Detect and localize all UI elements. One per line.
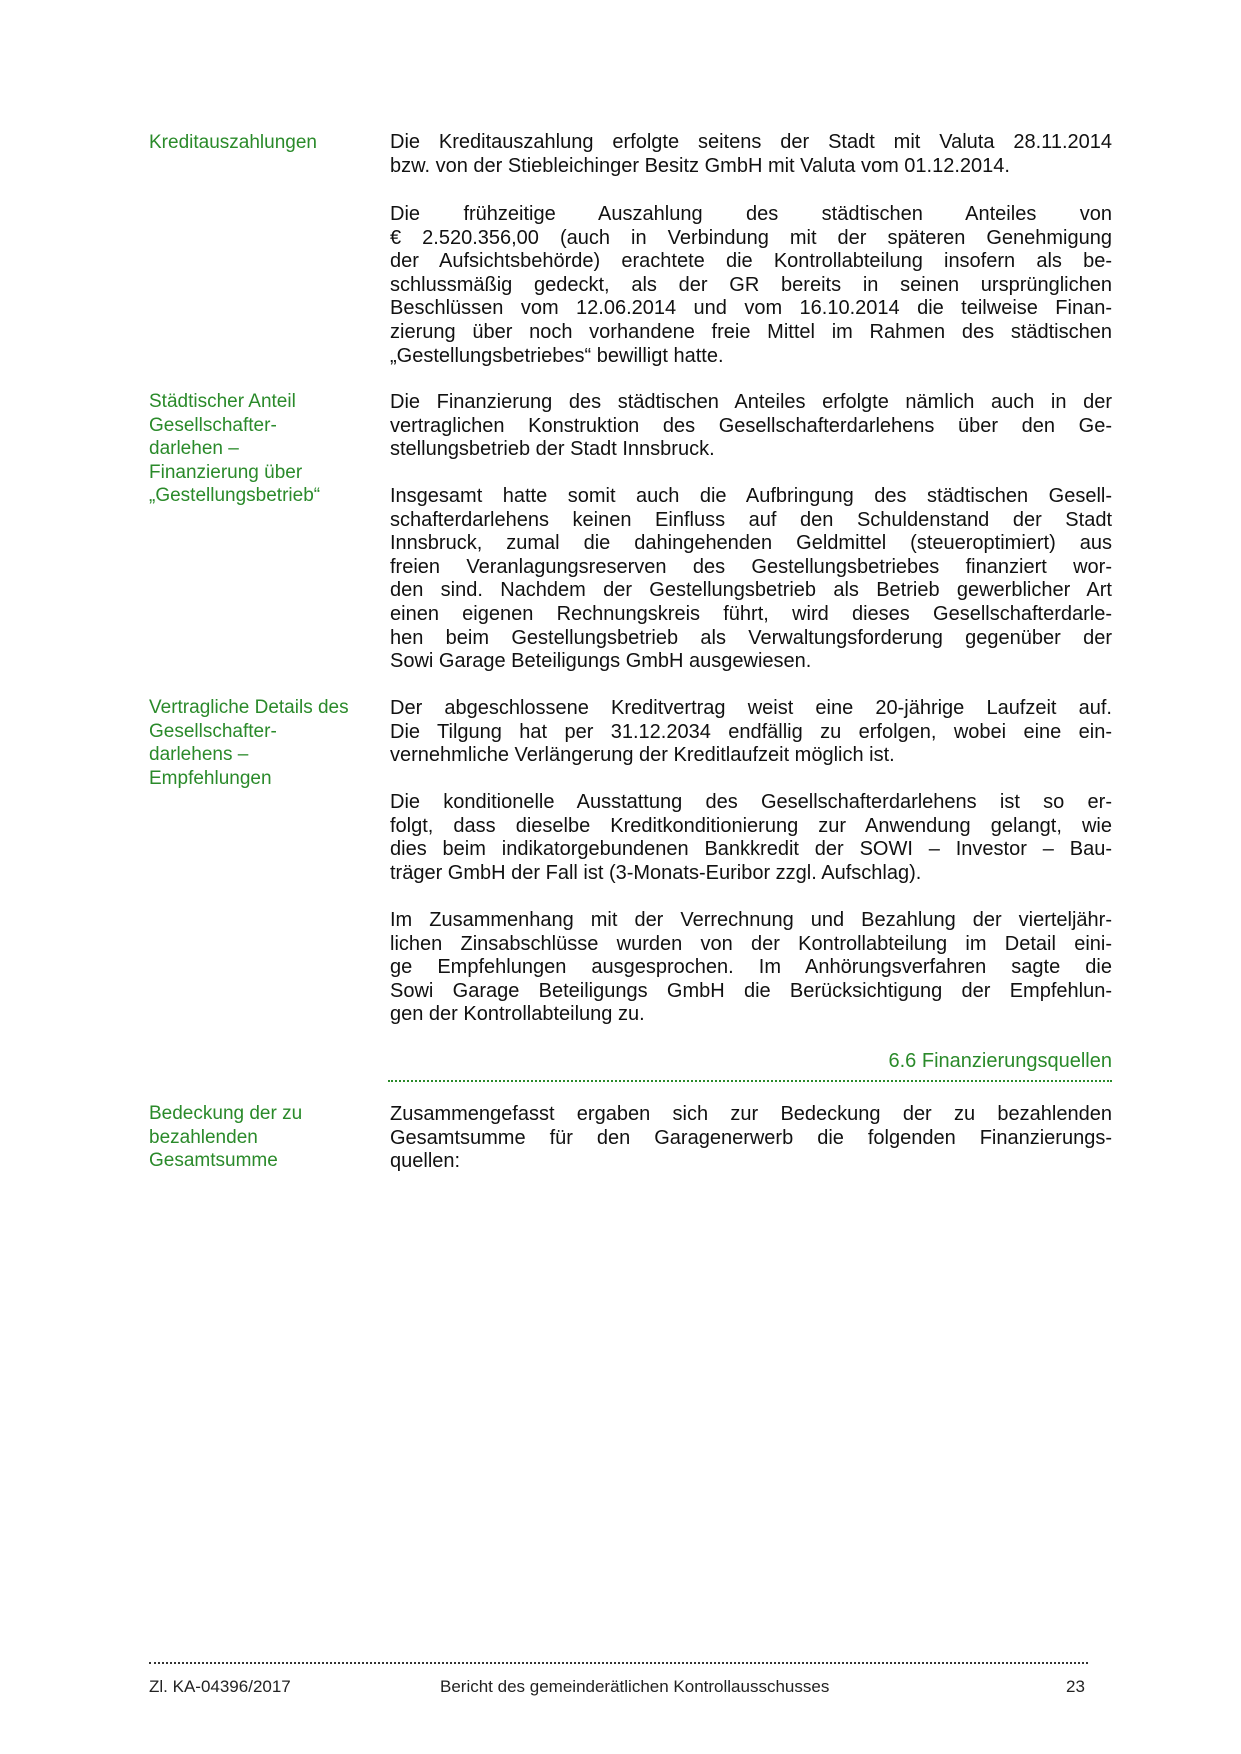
paragraph-line: bzw. von der Stiebleichinger Besitz GmbH mit Valuta vom 01.12.2014. [390, 154, 1010, 177]
paragraph-line: Gesamtsumme für den Garagenerwerb die folgenden Finanzierungs- [390, 1126, 1112, 1149]
margin-note-line: „Gestellungsbetrieb“ [149, 485, 321, 507]
body-paragraph [390, 203, 1112, 368]
margin-note [149, 131, 379, 155]
margin-note-line: Empfehlungen [149, 767, 272, 789]
section-divider [388, 1080, 1112, 1082]
paragraph-line: vertraglichen Konstruktion des Gesellschafterdarlehens über den Ge- [390, 414, 1112, 437]
margin-note [149, 390, 379, 508]
paragraph-line: einen eigenen Rechnungskreis führt, wird dieses Gesellschafterdarle- [390, 602, 1112, 625]
paragraph-line: stellungsbetrieb der Stadt Innsbruck. [390, 438, 715, 461]
paragraph-line: € 2.520.356,00 (auch in Verbindung mit der späteren Genehmigung [390, 226, 1112, 249]
paragraph-line: Die Kreditauszahlung erfolgte seitens der Stadt mit Valuta 28.11.2014 [390, 131, 1112, 153]
paragraph-line: Beschlüssen vom 12.06.2014 und vom 16.10.2014 die teilweise Finan- [390, 297, 1112, 320]
paragraph-line: Der abgeschlossene Kreditvertrag weist eine 20-jährige Laufzeit auf. [390, 697, 1112, 719]
footer-reference: Zl. KA-04396/2017 [149, 1677, 291, 1696]
section-heading: 6.6 Finanzierungsquellen [888, 1050, 1112, 1072]
margin-note-line: Kreditauszahlungen [149, 132, 317, 153]
paragraph-line: Die Finanzierung des städtischen Anteiles erfolgte nämlich auch in der [390, 391, 1112, 413]
margin-note [149, 696, 379, 790]
paragraph-line: Zusammengefasst ergaben sich zur Bedeckung der zu bezahlenden [390, 1103, 1112, 1125]
margin-note [149, 1102, 379, 1173]
paragraph-line: freien Veranlagungsreserven des Gestellungsbetriebes finanziert wor- [390, 555, 1112, 578]
margin-note-line: Vertragliche Details des [149, 697, 349, 718]
footer-divider [149, 1662, 1088, 1664]
paragraph-line: Sowi Garage Beteiligungs GmbH ausgewiesen. [390, 650, 812, 673]
margin-note-line: Gesamtsumme [149, 1150, 278, 1172]
paragraph-line: Insgesamt hatte somit auch die Aufbringung des städtischen Gesell- [390, 485, 1112, 507]
paragraph-line: ge Empfehlungen ausgesprochen. Im Anhörungsverfahren sagte die [390, 956, 1112, 979]
body-paragraph [390, 697, 1112, 768]
margin-note-line: Gesellschafter- [149, 720, 277, 742]
paragraph-line: Im Zusammenhang mit der Verrechnung und Bezahlung der vierteljähr- [390, 909, 1112, 931]
paragraph-line: der Aufsichtsbehörde) erachtete die Kontrollabteilung insofern als be- [390, 250, 1112, 273]
margin-note-line: Städtischer Anteil [149, 391, 296, 412]
paragraph-line: träger GmbH der Fall ist (3-Monats-Euribor zzgl. Aufschlag). [390, 861, 922, 884]
page-number: 23 [1066, 1677, 1085, 1696]
paragraph-line: vernehmliche Verlängerung der Kreditlaufzeit möglich ist. [390, 744, 895, 767]
paragraph-line: folgt, dass dieselbe Kreditkonditionierung zur Anwendung gelangt, wie [390, 814, 1112, 837]
margin-note-line: darlehens – [149, 744, 249, 766]
margin-note-line: Gesellschafter- [149, 414, 277, 436]
footer-title: Bericht des gemeinderätlichen Kontrollausschusses [440, 1677, 830, 1696]
paragraph-line: gen der Kontrollabteilung zu. [390, 1003, 645, 1026]
body-paragraph [390, 391, 1112, 462]
paragraph-line: dies beim indikatorgebundenen Bankkredit der SOWI – Investor – Bau- [390, 838, 1112, 861]
body-paragraph [390, 485, 1112, 674]
paragraph-line: Die konditionelle Ausstattung des Gesellschafterdarlehens ist so er- [390, 791, 1112, 813]
paragraph-line: den sind. Nachdem der Gestellungsbetrieb als Betrieb gewerblicher Art [390, 579, 1112, 602]
paragraph-line: quellen: [390, 1150, 461, 1173]
body-paragraph [390, 791, 1112, 885]
paragraph-line: Die Tilgung hat per 31.12.2034 endfällig zu erfolgen, wobei eine ein- [390, 720, 1112, 743]
paragraph-line: Sowi Garage Beteiligungs GmbH die Berücksichtigung der Empfehlun- [390, 979, 1112, 1002]
paragraph-line: zierung über noch vorhandene freie Mittel im Rahmen des städtischen [390, 320, 1112, 343]
body-paragraph [390, 909, 1112, 1027]
paragraph-line: „Gestellungsbetriebes“ bewilligt hatte. [390, 344, 724, 367]
body-paragraph [390, 1103, 1112, 1174]
body-paragraph [390, 131, 1112, 178]
paragraph-line: Die frühzeitige Auszahlung des städtischen Anteiles von [390, 203, 1112, 225]
margin-note-line: bezahlenden [149, 1126, 258, 1148]
margin-note-line: darlehen – [149, 438, 239, 460]
paragraph-line: Innsbruck, zumal die dahingehenden Geldmittel (steueroptimiert) aus [390, 532, 1112, 555]
margin-note-line: Bedeckung der zu [149, 1103, 303, 1124]
paragraph-line: schlussmäßig gedeckt, als der GR bereits in seinen ursprünglichen [390, 273, 1112, 296]
paragraph-line: lichen Zinsabschlüsse wurden von der Kontrollabteilung im Detail eini- [390, 932, 1112, 955]
margin-note-line: Finanzierung über [149, 461, 303, 483]
paragraph-line: hen beim Gestellungsbetrieb als Verwaltungsforderung gegenüber der [390, 626, 1112, 649]
paragraph-line: schafterdarlehens keinen Einfluss auf den Schuldenstand der Stadt [390, 508, 1112, 531]
